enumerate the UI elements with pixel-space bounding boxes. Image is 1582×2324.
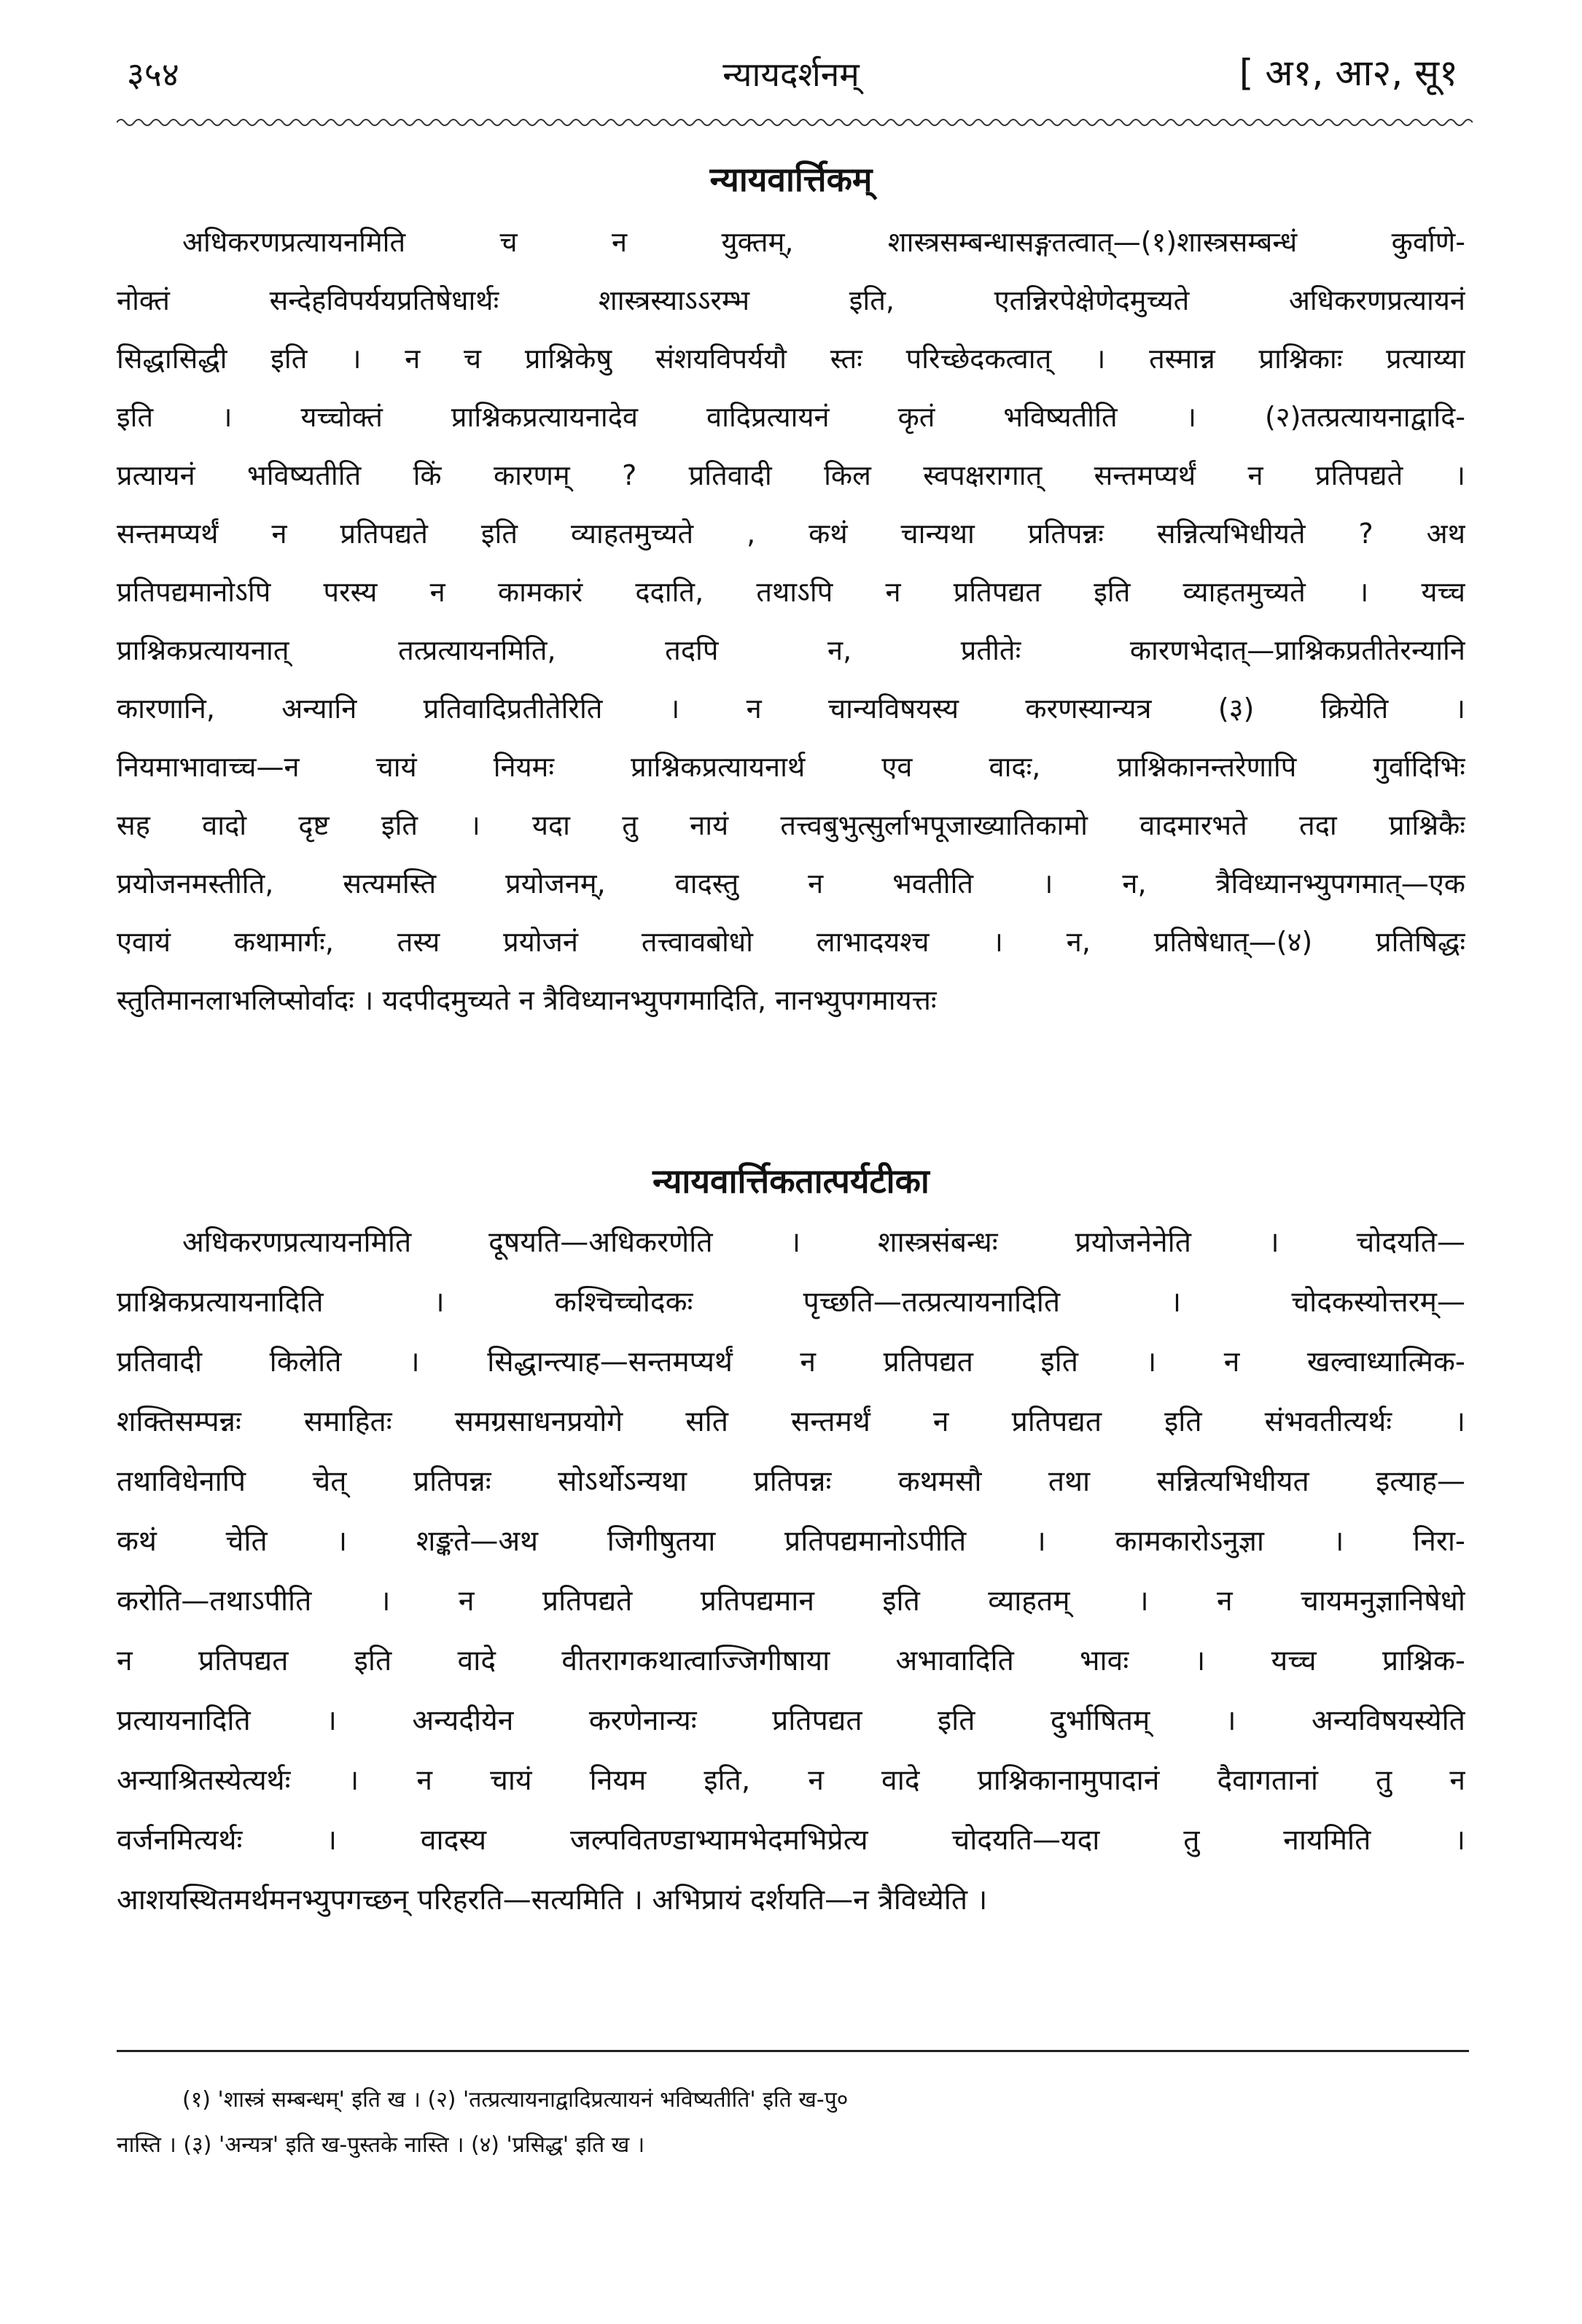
footnote-line: नास्ति । (३) 'अन्यत्र' इति ख-पुस्तके नास्ति । (४) 'प्रसिद्ध' इति ख । xyxy=(117,2132,645,2158)
tika-line: शक्तिसम्पन्नः समाहितः समग्रसाधनप्रयोगे सति सन्तमर्थं न प्रतिपद्यत इति संभवतीत्यर्थः । xyxy=(117,1405,1465,1438)
section-reference: [ अ१, आ२, सू१ xyxy=(1239,52,1458,94)
tika-line: करोति—तथाऽपीति । न प्रतिपद्यते प्रतिपद्यमान इति व्याहतम् । न चायमनुज्ञानिषेधो xyxy=(117,1585,1465,1618)
vartika-line: एवायं कथामार्गः, तस्य प्रयोजनं तत्त्वावबोधो लाभादयश्च । न, प्रतिषेधात्—(४) प्रतिषिद्धः xyxy=(117,926,1465,958)
tika-line: न प्रतिपद्यत इति वादे वीतरागकथात्वाज्जिगीषाया अभावादिति भावः । यच्च प्राश्निक- xyxy=(117,1645,1465,1677)
vartika-line: नियमाभावाच्च—न चायं नियमः प्राश्निकप्रत्यायनार्थ एव वादः, प्राश्निकानन्तरेणापि गुर्वादिभिः xyxy=(117,751,1465,783)
tika-paragraph xyxy=(117,1213,1465,1930)
section-heading-vartika: न्यायवार्त्तिकम् xyxy=(709,160,873,199)
tika-line: कथं चेति । शङ्कते—अथ जिगीषुतया प्रतिपद्यमानोऽपीति । कामकारोऽनुज्ञा । निरा- xyxy=(117,1525,1465,1558)
tika-line: आशयस्थितमर्थमनभ्युपगच्छन् परिहरति—सत्यमिति । अभिप्रायं दर्शयति—न त्रैविध्येति । xyxy=(117,1884,988,1916)
footnotes xyxy=(117,2078,1465,2168)
vartika-line: कारणानि, अन्यानि प्रतिवादिप्रतीतेरिति । न चान्यविषयस्य करणस्यान्यत्र (३) क्रियेति । xyxy=(117,693,1465,725)
vartika-line: नोक्तं सन्देहविपर्ययप्रतिषेधार्थः शास्त्रस्याऽऽरम्भ इति, एतन्निरपेक्षेणेदमुच्यते अधिकरणप्रत्यायनं xyxy=(117,284,1465,316)
footnote-line: (१) 'शास्त्रं सम्बन्धम्' इति ख । (२) 'तत्प्रत्यायनाद्वादिप्रत्यायनं भविष्यतीति' इति ख-पु० xyxy=(182,2087,849,2113)
tika-line: अधिकरणप्रत्यायनमिति दूषयति—अधिकरणेति । शास्त्रसंबन्धः प्रयोजनेनेति । चोदयति— xyxy=(182,1226,1465,1259)
vartika-line: प्रत्यायनं भविष्यतीति किं कारणम् ? प्रतिवादी किल स्वपक्षरागात् सन्तमप्यर्थं न प्रतिपद्यते । xyxy=(117,459,1465,491)
vartika-line: सिद्धासिद्धी इति । न च प्राश्निकेषु संशयविपर्ययौ स्तः परिच्छेदकत्वात् । तस्मान्न प्राश्निकाः प्रत्याय्या xyxy=(117,343,1465,375)
tika-line: अन्याश्रितस्येत्यर्थः । न चायं नियम इति, न वादे प्राश्निकानामुपादानं दैवागतानां तु न xyxy=(117,1764,1465,1797)
header-wavy-rule xyxy=(117,115,1473,130)
page-number: ३५४ xyxy=(127,55,179,94)
vartika-line: प्रतिपद्यमानोऽपि परस्य न कामकारं ददाति, तथाऽपि न प्रतिपद्यत इति व्याहतमुच्यते । यच्च xyxy=(117,576,1465,608)
tika-line: प्रत्यायनादिति । अन्यदीयेन करणेनान्यः प्रतिपद्यत इति दुर्भाषितम् । अन्यविषयस्येति xyxy=(117,1704,1465,1737)
book-title: न्यायदर्शनम् xyxy=(722,55,860,94)
vartika-line: इति । यच्चोक्तं प्राश्निकप्रत्यायनादेव वादिप्रत्यायनं कृतं भविष्यतीति । (२)तत्प्रत्यायनाद्वादि- xyxy=(117,401,1465,433)
tika-line: तथाविधेनापि चेत् प्रतिपन्नः सोऽर्थोऽन्यथा प्रतिपन्नः कथमसौ तथा सन्नित्यभिधीयत इत्याह— xyxy=(117,1465,1465,1498)
vartika-line: प्रयोजनमस्तीति, सत्यमस्ति प्रयोजनम्, वादस्तु न भवतीति । न, त्रैविध्यानभ्युपगमात्—एक xyxy=(117,867,1465,900)
tika-line: प्राश्निकप्रत्यायनादिति । कश्चिच्चोदकः पृच्छति—तत्प्रत्यायनादिति । चोदकस्योत्तरम्— xyxy=(117,1286,1465,1319)
vartika-line: सह वादो दृष्ट इति । यदा तु नायं तत्त्वबुभुत्सुर्लाभपूजाख्यातिकामो वादमारभते तदा प्राश्निकैः xyxy=(117,809,1465,841)
section-heading-tika: न्यायवार्त्तिकतात्पर्यटीका xyxy=(652,1161,930,1201)
tika-line: वर्जनमित्यर्थः । वादस्य जल्पवितण्डाभ्यामभेदमभिप्रेत्य चोदयति—यदा तु नायमिति । xyxy=(117,1824,1465,1857)
running-header xyxy=(117,47,1465,98)
vartika-paragraph xyxy=(117,213,1465,1029)
vartika-line: स्तुतिमानलाभलिप्सोर्वादः । यदपीदमुच्यते न त्रैविध्यानभ्युपगमादिति, नानभ्युपगमायत्तः xyxy=(117,984,937,1016)
vartika-line: अधिकरणप्रत्यायनमिति च न युक्तम्, शास्त्रसम्बन्धासङ्गतत्वात्—(१)शास्त्रसम्बन्धं कुर्वाणे- xyxy=(182,226,1465,258)
footnote-rule xyxy=(117,2050,1469,2052)
vartika-line: सन्तमप्यर्थं न प्रतिपद्यते इति व्याहतमुच्यते , कथं चान्यथा प्रतिपन्नः सन्नित्यभिधीयते ? अथ xyxy=(117,518,1465,550)
tika-line: प्रतिवादी किलेति । सिद्धान्त्याह—सन्तमप्यर्थं न प्रतिपद्यत इति । न खल्वाध्यात्मिक- xyxy=(117,1346,1465,1379)
vartika-line: प्राश्निकप्रत्यायनात् तत्प्रत्यायनमिति, तदपि न, प्रतीतेः कारणभेदात्—प्राश्निकप्रतीतेरन्यानि xyxy=(117,634,1465,666)
